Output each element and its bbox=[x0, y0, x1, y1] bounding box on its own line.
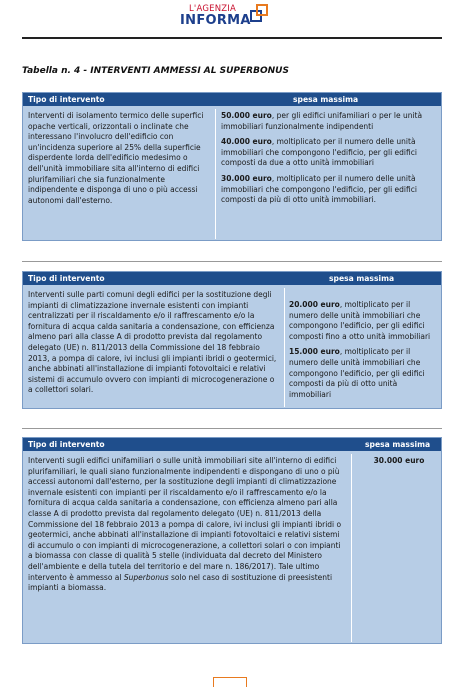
amount-text: , moltiplicato per il numero delle unità immobiliari che compongono l'edificio, per gli edifici composti da più di otto unità immobiliari. bbox=[221, 173, 417, 205]
amount-value: 20.000 euro bbox=[289, 300, 340, 309]
table-3-description bbox=[28, 456, 346, 594]
table-1-amounts bbox=[221, 111, 435, 211]
table-3-col1-header: Tipo di intervento bbox=[28, 440, 105, 449]
amount-text: , moltiplicato per il numero delle unità immobiliari che compongono l'edificio, per gli edifici composti da più di otto unità immobiliari bbox=[289, 347, 425, 399]
amount-value: 30.000 euro bbox=[221, 173, 272, 183]
table-2-divider bbox=[284, 288, 285, 407]
table-1-amount-2 bbox=[221, 137, 435, 169]
table-2-amount-2 bbox=[289, 347, 439, 400]
description-main: Interventi sugli edifici unifamiliari o sulle unità immobiliari site all'interno di edifici plurifamiliari, le quali siano funzionalmente indipendenti e dispongano di uno o più accessi autonomi dall'esterno, per la sostituzione degli impianti di climatizzazione invernale esistenti con impianti per il riscaldamento e/o il raffrescamento e/o la fornitura di acqua calda sanitaria a condensazione, con efficienza almeno pari alla classe A di prodotto prevista dal regolamento delegato (UE) n. 811/2013 della Commissione del 18 febbraio 2013 a pompa di calore, ivi inclusi gli impianti ibridi o geotermici, anche abbinati all'installazione di impianti fotovoltaici e relativi sistemi di accumulo o con impianti di microcogenerazione, a collettori solari o con impianti a biomassa con classe di qualità 5 stelle (individuata dal decreto del Ministero dell'ambiente e della tutela del territorio e del mare n. 186/2017). Tale ultimo intervento è ammesso al bbox=[28, 456, 342, 582]
table-1-description: Interventi di isolamento termico delle superfici opache verticali, orizzontali o inclinate che interessano l'involucro dell'edificio con un'incidenza superiore al 25% della superficie disperdente lorda dell'edificio medesimo o dell'unità immobiliare sita all'interno di edifici plurifamiliari che sia funzionalmente indipendente e disponga di uno o più accessi autonomi dall'esterno. bbox=[28, 111, 204, 205]
table-3-header bbox=[23, 438, 441, 451]
table-1-amount-3 bbox=[221, 174, 435, 206]
table-2-col2-header: spesa massima bbox=[329, 274, 395, 283]
table-2 bbox=[22, 271, 442, 409]
table-3-amount bbox=[359, 456, 439, 467]
amount-value: 50.000 euro bbox=[221, 111, 272, 120]
table-2-amounts bbox=[289, 300, 439, 405]
table-2-amount-1 bbox=[289, 300, 439, 342]
header-rule bbox=[22, 37, 442, 39]
table-1-col2-header: spesa massima bbox=[293, 95, 359, 104]
description-italic-term: Superbonus bbox=[123, 572, 169, 582]
table-1-divider bbox=[215, 109, 216, 239]
table-1-amount-1 bbox=[221, 111, 435, 132]
table-caption: Tabella n. 4 - INTERVENTI AMMESSI AL SUPERBONUS bbox=[22, 66, 289, 76]
table-1-header bbox=[23, 93, 441, 106]
agenzia-informa-logo bbox=[180, 4, 280, 28]
description-end: solo nel caso di sostituzione di preesistenti impianti a biomassa. bbox=[28, 572, 333, 593]
logo-line-1: L'AGENZIA bbox=[189, 4, 236, 14]
amount-value: 15.000 euro bbox=[289, 347, 340, 357]
amount-text: , moltiplicato per il numero delle unità immobiliari che compongono l'edificio, per gli edifici composti da due a otto unità immobiliari bbox=[221, 137, 417, 168]
table-1-col1-header: Tipo di intervento bbox=[28, 95, 105, 104]
table-3 bbox=[22, 437, 442, 644]
page-number-box bbox=[213, 677, 247, 687]
table-2-description: Interventi sulle parti comuni degli edifici per la sostituzione degli impianti di climatizzazione invernale esistenti con impianti centralizzati per il riscaldamento e/o il raffrescamento e/o la fornitura di acqua calda sanitaria a condensazione, con efficienza almeno pari alla classe A di prodotto prevista dal regolamento delegato (UE) n. 811/2013 della Commissione del 18 febbraio 2013, a pompa di calore, ivi inclusi gli impianti ibridi o geotermici, anche abbinati all'installazione di impianti fotovoltaici e relativi sistemi di accumulo ovvero con impianti di microcogenerazione o a collettori solari. bbox=[28, 290, 277, 395]
amount-value: 30.000 euro bbox=[373, 456, 425, 465]
amount-text: , per gli edifici unifamiliari o per le unità immobiliari funzionalmente indipendenti bbox=[221, 111, 423, 131]
amount-value: 40.000 euro bbox=[221, 137, 272, 147]
table-1 bbox=[22, 92, 442, 241]
section-rule-2 bbox=[22, 428, 442, 429]
amount-text: , moltiplicato per il numero delle unità immobiliari che compongono l'edificio, per gli edifici composti fino a otto unità immobiliari bbox=[289, 300, 431, 341]
logo-line-2: INFORMA bbox=[180, 13, 251, 28]
section-rule-1 bbox=[22, 261, 442, 262]
table-2-header bbox=[23, 272, 441, 285]
table-3-divider bbox=[351, 454, 352, 642]
table-3-col2-header: spesa massima bbox=[365, 440, 431, 449]
logo-squares-icon bbox=[250, 4, 272, 24]
table-2-col1-header: Tipo di intervento bbox=[28, 274, 105, 283]
